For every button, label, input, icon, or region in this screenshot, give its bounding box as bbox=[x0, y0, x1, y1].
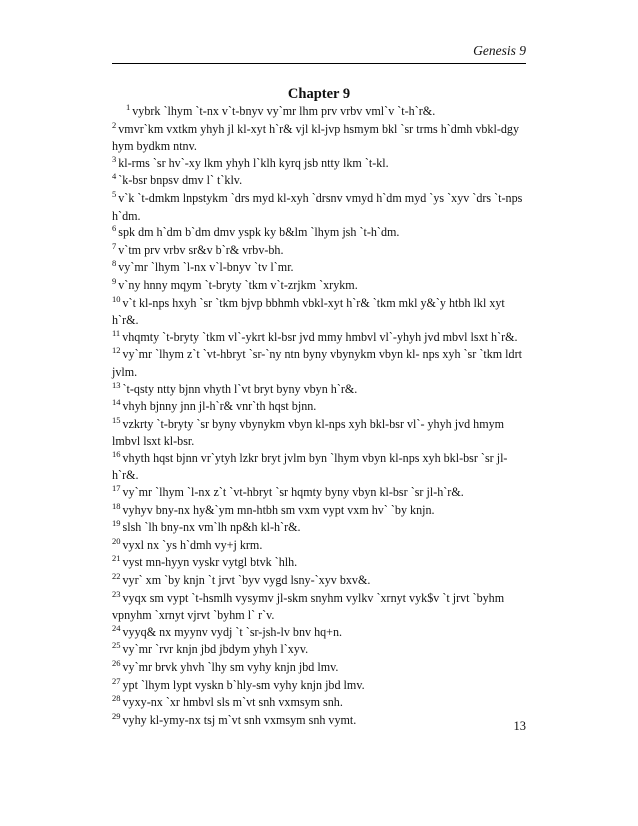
verse-text: vy`mr `lhym `l-nx z`t `vt-hbryt `sr hqmty byny vbyn kl-bsr `sr jl-h`r&. bbox=[122, 485, 464, 500]
verse-text: vhqmty `t-bryty `tkm vl`-ykrt kl-bsr jvd mmy hmbvl vl`-yhyh jvd mbvl lsxt h`r&. bbox=[122, 329, 518, 344]
verse-number: 11 bbox=[112, 327, 121, 338]
verse bbox=[112, 590, 530, 624]
verse bbox=[112, 346, 530, 380]
verse-number: 14 bbox=[112, 397, 121, 408]
verse-number: 9 bbox=[112, 275, 117, 286]
verse-number: 13 bbox=[112, 379, 121, 390]
verse-number: 3 bbox=[112, 153, 117, 164]
verse-number: 7 bbox=[112, 240, 117, 251]
verse-number: 22 bbox=[112, 571, 121, 582]
verse-number: 28 bbox=[112, 693, 121, 704]
verse-number: 15 bbox=[112, 414, 121, 425]
verse-text: v`t kl-nps hxyh `sr `tkm bjvp bbhmh vbkl-xyt h`r& `tkm mkl y&`y htbh lkl xyt h`r&. bbox=[112, 295, 505, 328]
verse-number: 19 bbox=[112, 518, 121, 529]
verse-text: slsh `lh bny-nx vm`lh np&h kl-h`r&. bbox=[122, 520, 301, 535]
verse-number: 12 bbox=[112, 345, 121, 356]
verse-text: v`ny hnny mqym `t-bryty `tkm v`t-zrjkm `xrykm. bbox=[118, 277, 358, 292]
verse bbox=[112, 554, 530, 572]
verse-text: `k-bsr bnpsv dmv l` t`klv. bbox=[118, 173, 243, 188]
verse-number: 1 bbox=[126, 102, 131, 112]
verse-number: 23 bbox=[112, 588, 121, 599]
verse bbox=[112, 519, 530, 537]
verse bbox=[112, 381, 530, 399]
verse bbox=[112, 398, 530, 416]
verse-text: `t-qsty ntty bjnn vhyth l`vt bryt byny vbyn h`r&. bbox=[122, 381, 358, 396]
verse-number: 26 bbox=[112, 658, 121, 668]
verse bbox=[112, 121, 530, 155]
verse-number: 27 bbox=[112, 675, 121, 686]
verse bbox=[112, 259, 530, 277]
verse bbox=[112, 242, 530, 260]
verse-number: 16 bbox=[112, 448, 121, 459]
verse bbox=[112, 484, 530, 502]
verse bbox=[112, 224, 530, 242]
verse-number: 24 bbox=[112, 622, 121, 633]
verse-number: 25 bbox=[112, 640, 121, 651]
verse-text: vyqx sm vypt `t-hsmlh vysymv jl-skm snyhm vylkv `xrnyt vyk$v `t jrvt `byhm vpnyhm `xrnyt vjrvt `byhm l` r`v. bbox=[112, 590, 505, 623]
verse-text: vyhyv bny-nx hy&`ym mn-htbh sm vxm vypt vxm hv` `by knjn. bbox=[122, 502, 435, 517]
verse bbox=[112, 295, 530, 329]
verse-number: 4 bbox=[112, 171, 117, 182]
page-number: 13 bbox=[513, 719, 526, 733]
verse-list bbox=[112, 103, 530, 729]
verse-text: vyxl nx `ys h`dmh vy+j krm. bbox=[122, 537, 263, 552]
verse bbox=[112, 624, 530, 642]
verse-text: vyst mn-hyyn vyskr vytgl btvk `hlh. bbox=[122, 555, 298, 570]
verse bbox=[112, 450, 530, 484]
verse-number: 2 bbox=[112, 119, 117, 130]
verse bbox=[112, 190, 530, 224]
verse-number: 17 bbox=[112, 483, 121, 494]
verse-text: ypt `lhym lypt vyskn b`hly-sm vyhy knjn jbd lmv. bbox=[122, 677, 365, 692]
verse bbox=[112, 155, 530, 173]
verse-text: vy`mr `rvr knjn jbd jbdym yhyh l`xyv. bbox=[122, 642, 309, 657]
verse-text: v`tm prv vrbv sr&v b`r& vrbv-bh. bbox=[118, 242, 284, 257]
verse-text: vy`mr `lhym `l-nx v`l-bnyv `tv l`mr. bbox=[118, 260, 294, 275]
verse-text: vmvr`km vxtkm yhyh jl kl-xyt h`r& vjl kl-jvp hsmym bkl `sr trms h`dmh vbkl-dgy hym bydkm ntnv. bbox=[112, 121, 520, 154]
header-rule bbox=[112, 63, 526, 64]
verse-number: 20 bbox=[112, 535, 121, 546]
verse bbox=[112, 502, 530, 520]
verse-text: v`k `t-dmkm lnpstykm `drs myd kl-xyh `drsnv vmyd h`dm myd `ys `xyv `drs `t-nps h`dm. bbox=[112, 190, 523, 223]
verse-text: vyr` xm `by knjn `t jrvt `byv vygd lsny-`xyv bxv&. bbox=[122, 573, 371, 588]
verse-number: 5 bbox=[112, 188, 117, 199]
verse-number: 21 bbox=[112, 553, 121, 564]
verse bbox=[112, 572, 530, 590]
verse bbox=[112, 416, 530, 450]
verse-text: vybrk `lhym `t-nx v`t-bnyv vy`mr lhm prv vrbv vml`v `t-h`r&. bbox=[132, 104, 436, 118]
verse bbox=[112, 694, 530, 712]
verse-text: spk dm h`dm b`dm dmv yspk ky b&lm `lhym jsh `t-h`dm. bbox=[118, 225, 400, 240]
chapter-title: Chapter 9 bbox=[287, 86, 351, 102]
verse-text: vhyth hqst bjnn vr`ytyh lzkr bryt jvlm byn `lhym vbyn kl-nps xyh bkl-bsr `sr jl-h`r&. bbox=[112, 450, 508, 483]
verse-number: 18 bbox=[112, 500, 121, 511]
verse-text: vy`mr `lhym z`t `vt-hbryt `sr-`ny ntn byny vbynykm vbyn kl- nps xyh `sr `tkm ldrt jvlm. bbox=[112, 347, 522, 379]
verse-number: 10 bbox=[112, 293, 121, 304]
verse bbox=[112, 172, 530, 190]
verse bbox=[112, 329, 530, 347]
verse-text: vyhy kl-ymy-nx tsj m`vt snh vxmsym snh vymt. bbox=[122, 712, 357, 727]
verse-text: kl-rms `sr hv`-xy lkm yhyh l`klh kyrq jsb ntty lkm `t-kl. bbox=[118, 155, 389, 170]
running-header: Genesis 9 bbox=[473, 43, 526, 58]
verse bbox=[112, 103, 530, 121]
verse-number: 29 bbox=[112, 710, 121, 721]
verse-text: vhyh bjnny jnn jl-h`r& vnr`th hqst bjnn. bbox=[122, 399, 317, 414]
verse bbox=[112, 712, 530, 730]
verse-text: vyyq& nx myynv vydj `t `sr-jsh-lv bnv hq+n. bbox=[122, 624, 343, 639]
verse-text: vyxy-nx `xr hmbvl sls m`vt snh vxmsym snh. bbox=[122, 695, 343, 710]
verse-text: vy`mr brvk yhvh `lhy sm vyhy knjn jbd lmv. bbox=[122, 660, 339, 674]
verse bbox=[112, 537, 530, 555]
verse bbox=[112, 641, 530, 659]
verse bbox=[112, 677, 530, 695]
verse bbox=[112, 277, 530, 295]
verse-text: vzkrty `t-bryty `sr byny vbynykm vbyn kl-nps xyh bkl-bsr vl`- yhyh jvd hmym lmbvl lsxt kl-bsr. bbox=[112, 416, 505, 449]
verse-number: 6 bbox=[112, 223, 117, 234]
verse-number: 8 bbox=[112, 258, 117, 269]
verse bbox=[112, 659, 530, 677]
